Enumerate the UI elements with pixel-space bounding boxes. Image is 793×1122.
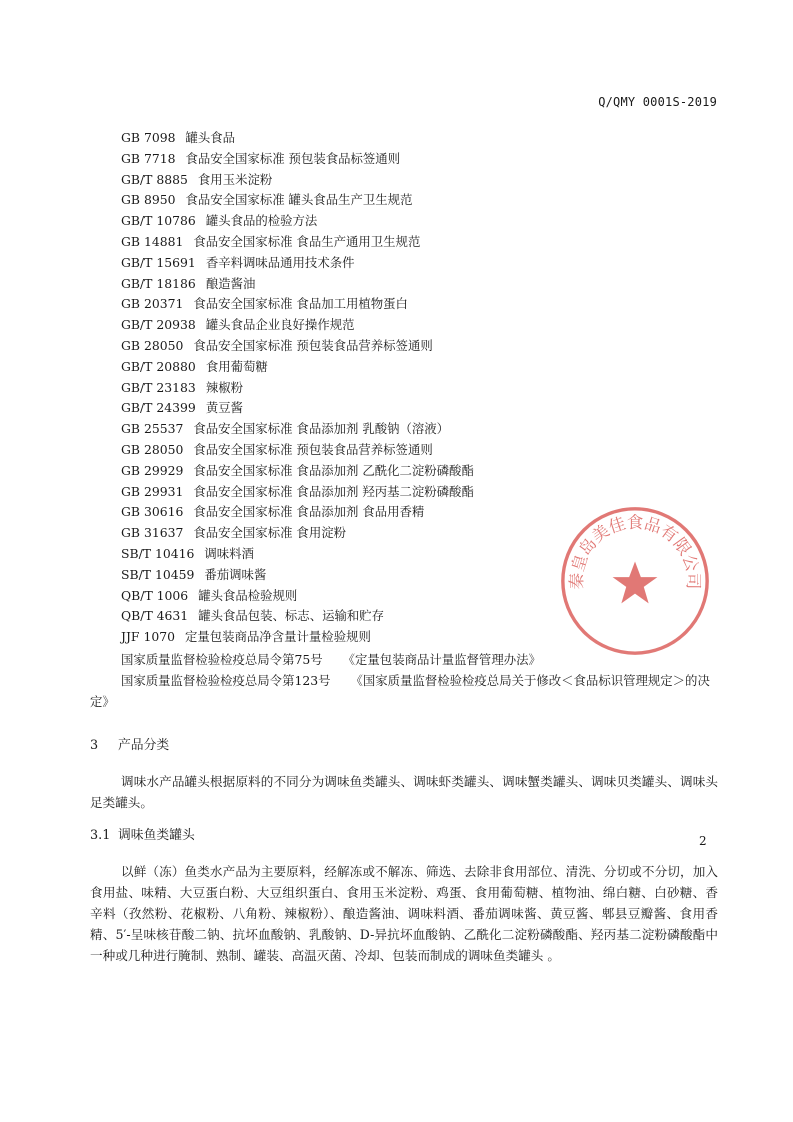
reference-title: 调味料酒 [204,545,254,561]
reference-title: 罐头食品 [185,130,236,145]
star-icon [613,562,658,604]
reference-item [121,378,721,399]
reference-item [121,482,721,503]
decree-title: 《国家质量监督检验检疫总局关于修改＜食品标识管理规定＞的决定》 [90,673,710,709]
reference-code: GB/T 15691 [121,254,196,270]
reference-code: GB/T 23183 [121,379,196,395]
reference-item [121,461,721,482]
reference-code: GB/T 8885 [121,171,188,187]
decree-issuer: 国家质量监督检验检疫总局令第75号 [121,652,323,667]
company-seal [557,503,713,659]
reference-item [121,315,721,336]
reference-title: 食品安全国家标准 食品添加剂 乳酸钠（溶液） [193,421,450,437]
reference-title: 食品安全国家标准 食品添加剂 乙酰化二淀粉磷酸酯 [193,462,474,478]
reference-title: 食品安全国家标准 食品添加剂 羟丙基二淀粉磷酸酯 [193,483,474,499]
reference-code: GB 29929 [121,462,184,478]
reference-item [121,274,721,295]
reference-item [121,190,721,211]
reference-code: GB/T 20938 [121,317,196,333]
section-3-1-heading [90,824,195,843]
reference-code: GB/T 24399 [121,400,196,416]
reference-code: GB 7098 [121,130,176,145]
reference-item [121,149,721,170]
reference-title: 食品安全国家标准 食用淀粉 [193,525,346,541]
reference-item [121,357,721,378]
reference-code: GB 29931 [121,483,184,499]
section-3-paragraph: 调味水产品罐头根据原料的不同分为调味鱼类罐头、调味虾类罐头、调味蟹类罐头、调味贝类罐头、调味头足类罐头。 [90,774,718,810]
section-title: 产品分类 [118,738,170,753]
reference-title: 食品安全国家标准 罐头食品生产卫生规范 [185,192,413,208]
reference-title: 食用葡萄糖 [205,358,268,374]
reference-item [121,170,721,191]
section-3-1-paragraph: 以鲜（冻）鱼类水产品为主要原料，经解冻或不解冻、筛选、去除非食用部位、清洗、分切或不分切，加入食用盐、味精、大豆蛋白粉、大豆组织蛋白、食用玉米淀粉、鸡蛋、食用葡萄糖、植物油、绵白糖、白砂糖、香辛料（孜然粉、花椒粉、八角粉、辣椒粉）、酿造酱油、调味料酒、番茄调味酱、黄豆酱、郫县豆瓣酱、食用香精、5′-呈味核苷酸二钠、抗坏血酸钠、乳酸钠、D-异抗坏血酸钠、乙酰化二淀粉磷酸酯、羟丙基二淀粉磷酸酯中一种或几种进行腌制、熟制、罐装、高温灭菌、冷却、包装而制成的调味鱼类罐头 。 [90,864,718,963]
reference-title: 食品安全国家标准 预包装食品营养标签通则 [193,441,433,457]
reference-title: 罐头食品包装、标志、运输和贮存 [198,608,385,624]
decree-75 [121,649,541,670]
reference-code: GB 30616 [121,504,184,520]
section-number: 3.1 [90,828,111,843]
reference-item [121,440,721,461]
section-number: 3 [90,738,99,753]
reference-code: SB/T 10459 [121,566,195,582]
document-code: Q/QMY 0001S-2019 [598,95,717,109]
reference-code: GB 25537 [121,421,184,437]
reference-title: 罐头食品的检验方法 [205,213,318,229]
reference-code: GB 31637 [121,525,184,541]
reference-title: 食品安全国家标准 食品加工用植物蛋白 [193,296,408,312]
reference-code: GB 28050 [121,337,184,353]
decree-title: 《定量包装商品计量监督管理办法》 [342,652,541,667]
reference-code: GB/T 10786 [121,213,196,229]
decree-issuer: 国家质量监督检验检疫总局令第123号 [121,673,331,688]
reference-title: 食品安全国家标准 预包装食品标签通则 [185,150,401,166]
reference-code: GB/T 18186 [121,275,196,291]
reference-title: 酿造酱油 [205,275,256,291]
reference-code: GB 14881 [121,233,184,249]
seal-text-path: 秦皇岛美佳食品有限公司 [567,512,703,590]
reference-title: 食品安全国家标准 预包装食品营养标签通则 [193,337,433,353]
reference-code: SB/T 10416 [121,545,195,561]
reference-code: QB/T 4631 [121,608,189,624]
reference-title: 食用玉米淀粉 [197,171,273,187]
reference-title: 食品安全国家标准 食品生产通用卫生规范 [193,233,421,249]
reference-item [121,398,721,419]
reference-code: QB/T 1006 [121,587,189,603]
reference-item [121,336,721,357]
reference-title: 辣椒粉 [205,379,243,395]
reference-title: 罐头食品企业良好操作规范 [205,317,355,333]
reference-title: 定量包装商品净含量计量检验规则 [185,629,371,645]
reference-code: GB 8950 [121,192,176,208]
reference-item [121,294,721,315]
reference-item [121,128,721,149]
reference-title: 番茄调味酱 [204,566,267,582]
reference-code: GB 28050 [121,441,184,457]
reference-item [121,419,721,440]
reference-title: 罐头食品检验规则 [198,587,298,603]
reference-title: 香辛料调味品通用技术条件 [205,254,355,270]
reference-item [121,211,721,232]
reference-code: JJF 1070 [121,629,176,645]
reference-code: GB 20371 [121,296,184,312]
reference-item [121,232,721,253]
reference-item [121,253,721,274]
section-title: 调味鱼类罐头 [118,828,195,843]
reference-title: 黄豆酱 [205,400,243,416]
page-number: 2 [699,834,707,848]
reference-code: GB/T 20880 [121,358,196,374]
decree-123 [90,670,720,712]
reference-code: GB 7718 [121,150,176,166]
section-3-heading [90,734,169,753]
reference-title: 食品安全国家标准 食品添加剂 食品用香精 [193,504,425,520]
